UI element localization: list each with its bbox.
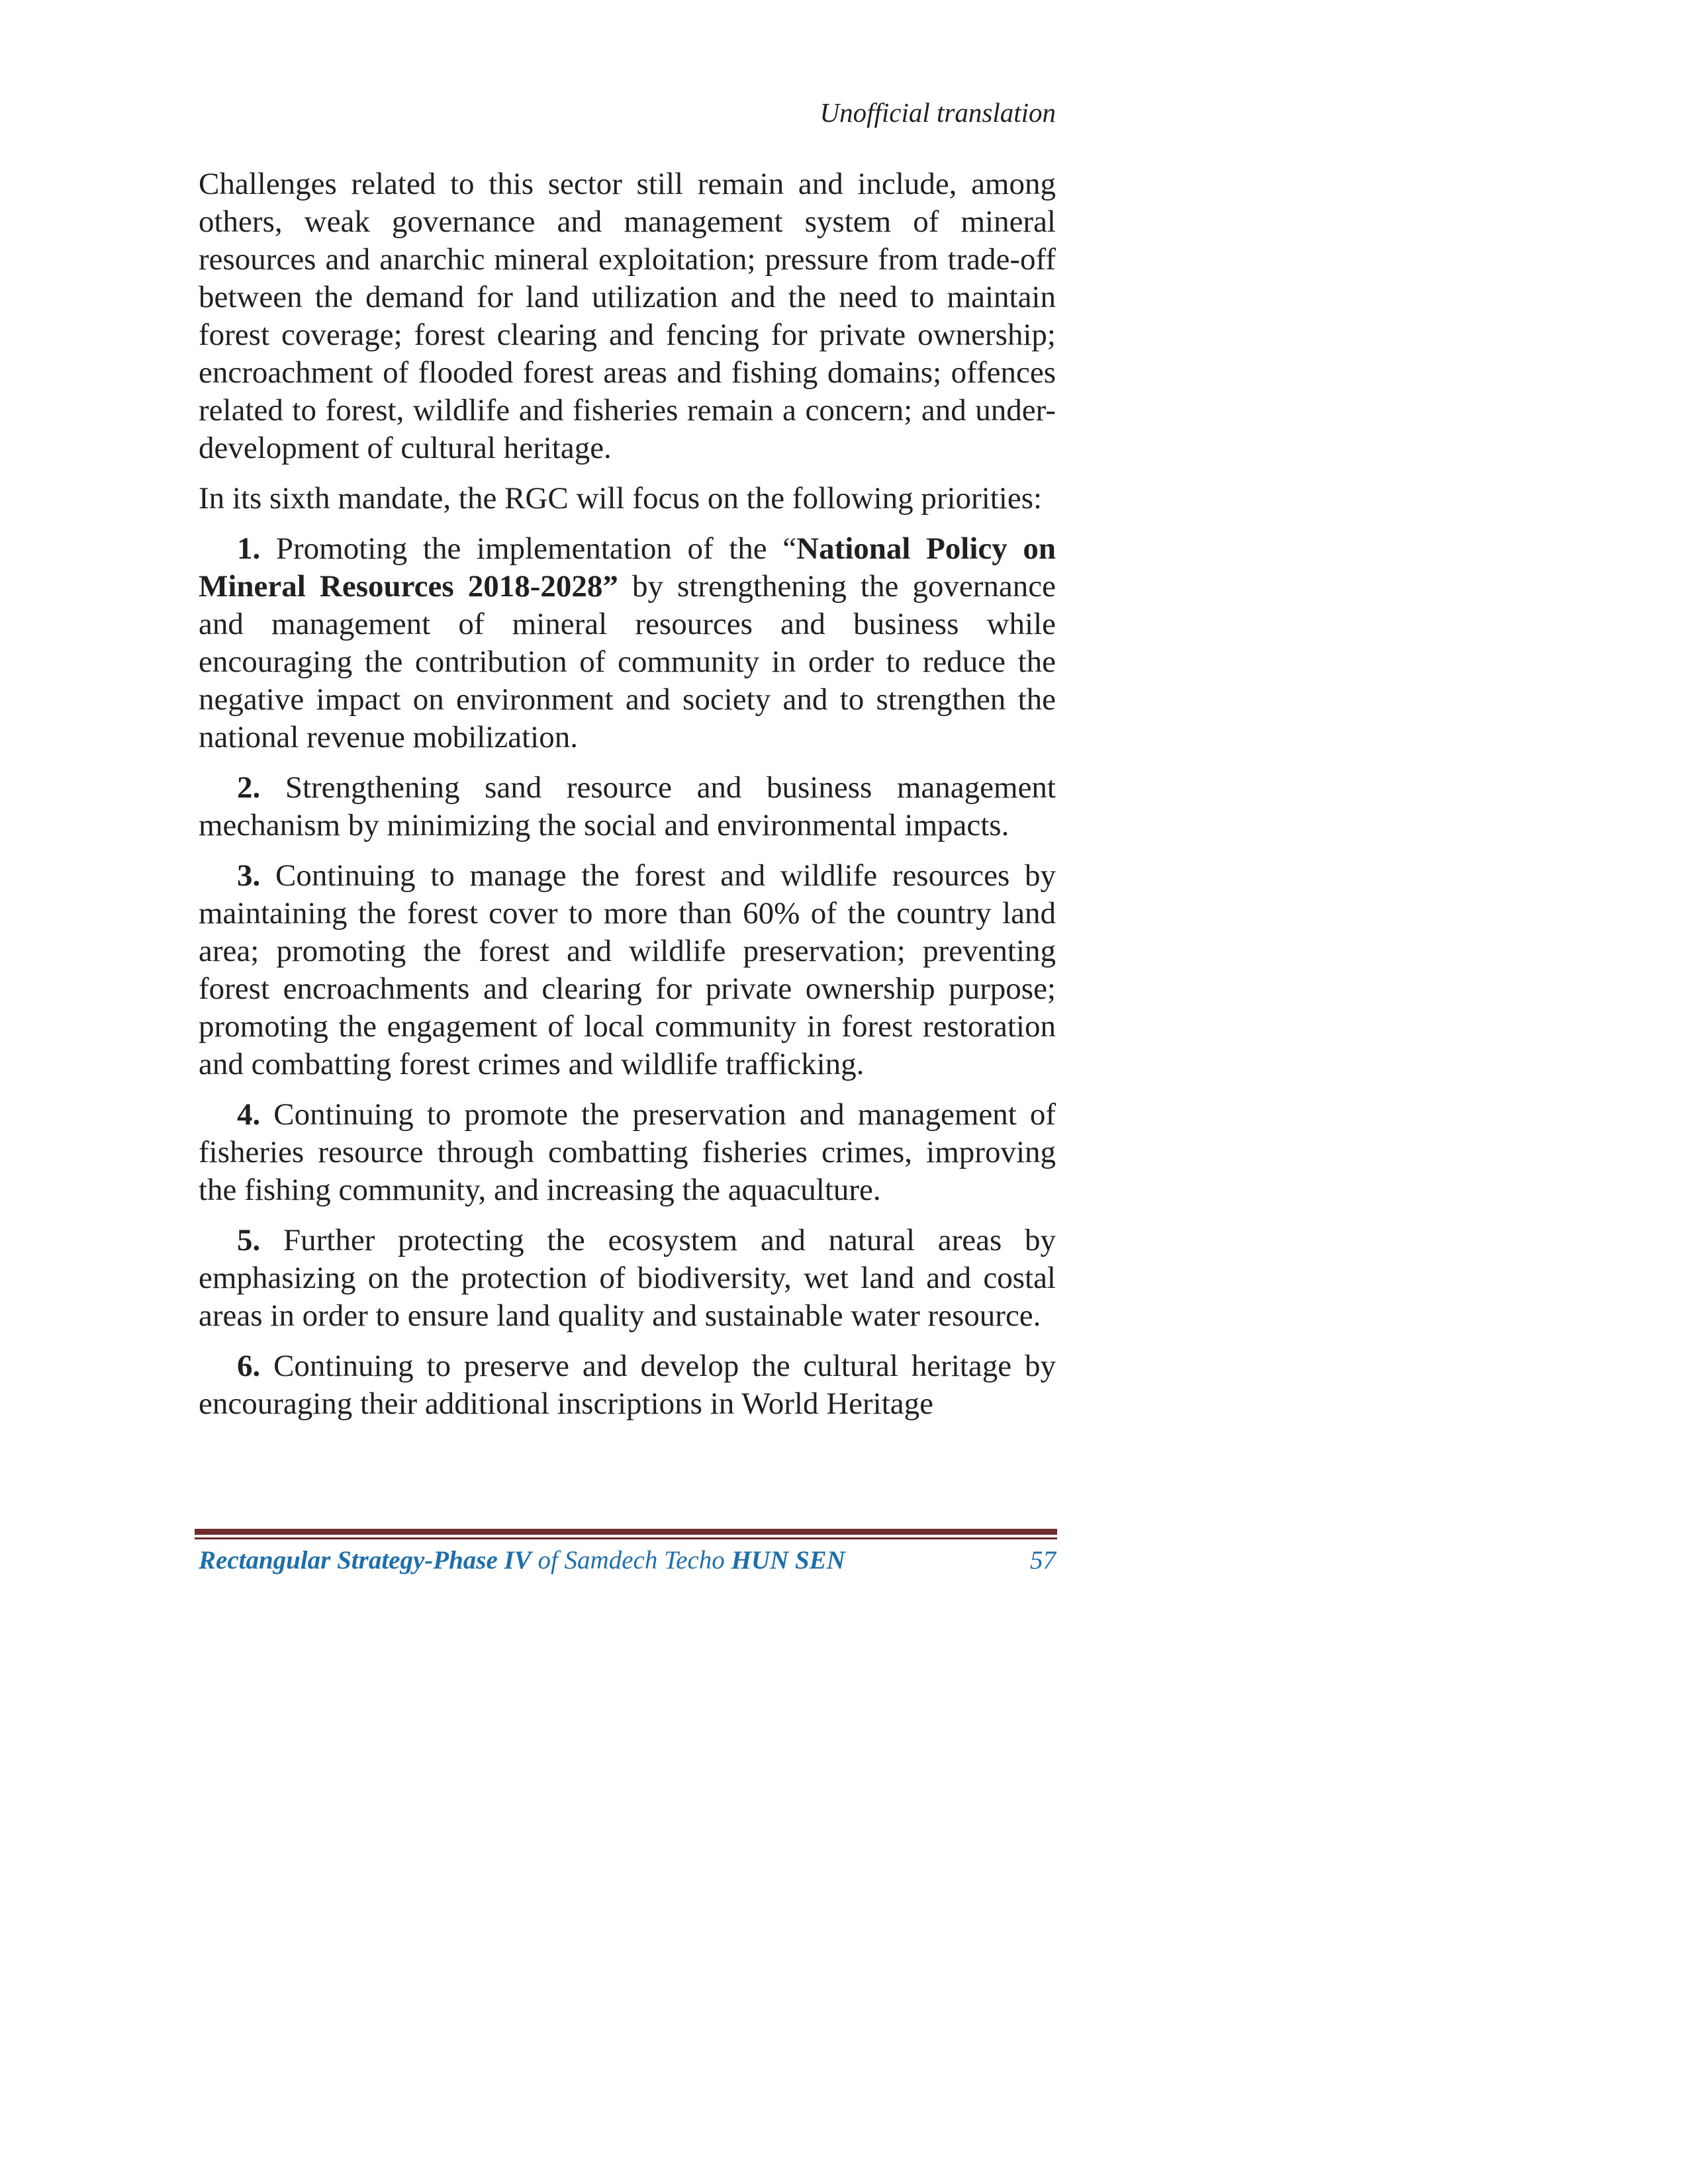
- item-number: 4.: [237, 1097, 261, 1132]
- item-text: Strengthening sand resource and business management mechanism by minimizing the social and environmental impacts.: [199, 770, 1056, 842]
- footer-of-samdech: of Samdech Techo: [531, 1546, 731, 1574]
- item-number: 6.: [237, 1349, 261, 1383]
- item-text: Continuing to preserve and develop the cultural heritage by encouraging their additional inscriptions in World Heritage: [199, 1349, 1056, 1421]
- priorities-intro: In its sixth mandate, the RGC will focus on the following priorities:: [199, 481, 1043, 516]
- priority-item-2: [199, 769, 1056, 844]
- intro-paragraph: Challenges related to this sector still remain and include, among others, weak governance and management system of mineral resources and anarchic mineral exploitation; pressure from trade-off between the demand for land utilization and the need to maintain forest coverage; forest clearing and fencing for private ownership; encroachment of flooded forest areas and fishing domains; offences related to forest, wildlife and fisheries remain a concern; and under-development of cultural heritage.: [199, 167, 1056, 465]
- item-text: Continuing to manage the forest and wildlife resources by maintaining the forest cover to more than 60% of the country land area; promoting the forest and wildlife preservation; preventing forest encroachments and clearing for private ownership purpose; promoting the engagement of local community in forest restoration and combatting forest crimes and wildlife trafficking.: [199, 858, 1056, 1081]
- page-number: 57: [1030, 1546, 1056, 1574]
- item-number: 2.: [237, 770, 261, 805]
- running-head: Unofficial translation: [820, 97, 1056, 128]
- item-text: Continuing to promote the preservation and management of fisheries resource through combatting fisheries crimes, improving the fishing community, and increasing the aquaculture.: [199, 1097, 1056, 1207]
- item-number: 1.: [237, 531, 261, 566]
- item-text: by strengthening the governance and management of mineral resources and business while encouraging the contribution of community in order to reduce the negative impact on environment and society and to strengthen the national revenue mobilization.: [199, 569, 1056, 754]
- priority-item-1: [199, 530, 1056, 756]
- item-number: 5.: [237, 1223, 261, 1257]
- footer-rule: [195, 1529, 1057, 1539]
- page-footer: [199, 1542, 1056, 1579]
- priority-item-5: [199, 1222, 1056, 1335]
- item-text: Further protecting the ecosystem and natural areas by emphasizing on the protection of biodiversity, wet land and costal areas in order to ensure land quality and sustainable water resource.: [199, 1223, 1056, 1333]
- item-lead: Promoting the implementation of the “: [260, 531, 797, 566]
- footer-rule-thin: [195, 1537, 1057, 1539]
- page-content: [199, 93, 1056, 1435]
- footer-author-name: HUN SEN: [731, 1546, 845, 1574]
- item-number: 3.: [237, 858, 261, 893]
- footer-rule-thick: [195, 1529, 1057, 1535]
- priority-item-3: [199, 857, 1056, 1083]
- footer-strategy-title: Rectangular Strategy-Phase IV: [199, 1546, 532, 1574]
- priority-item-4: [199, 1096, 1056, 1209]
- policy-title: National Policy on Mineral Resources 2018-2028”: [199, 531, 1056, 604]
- priority-item-6: [199, 1347, 1056, 1423]
